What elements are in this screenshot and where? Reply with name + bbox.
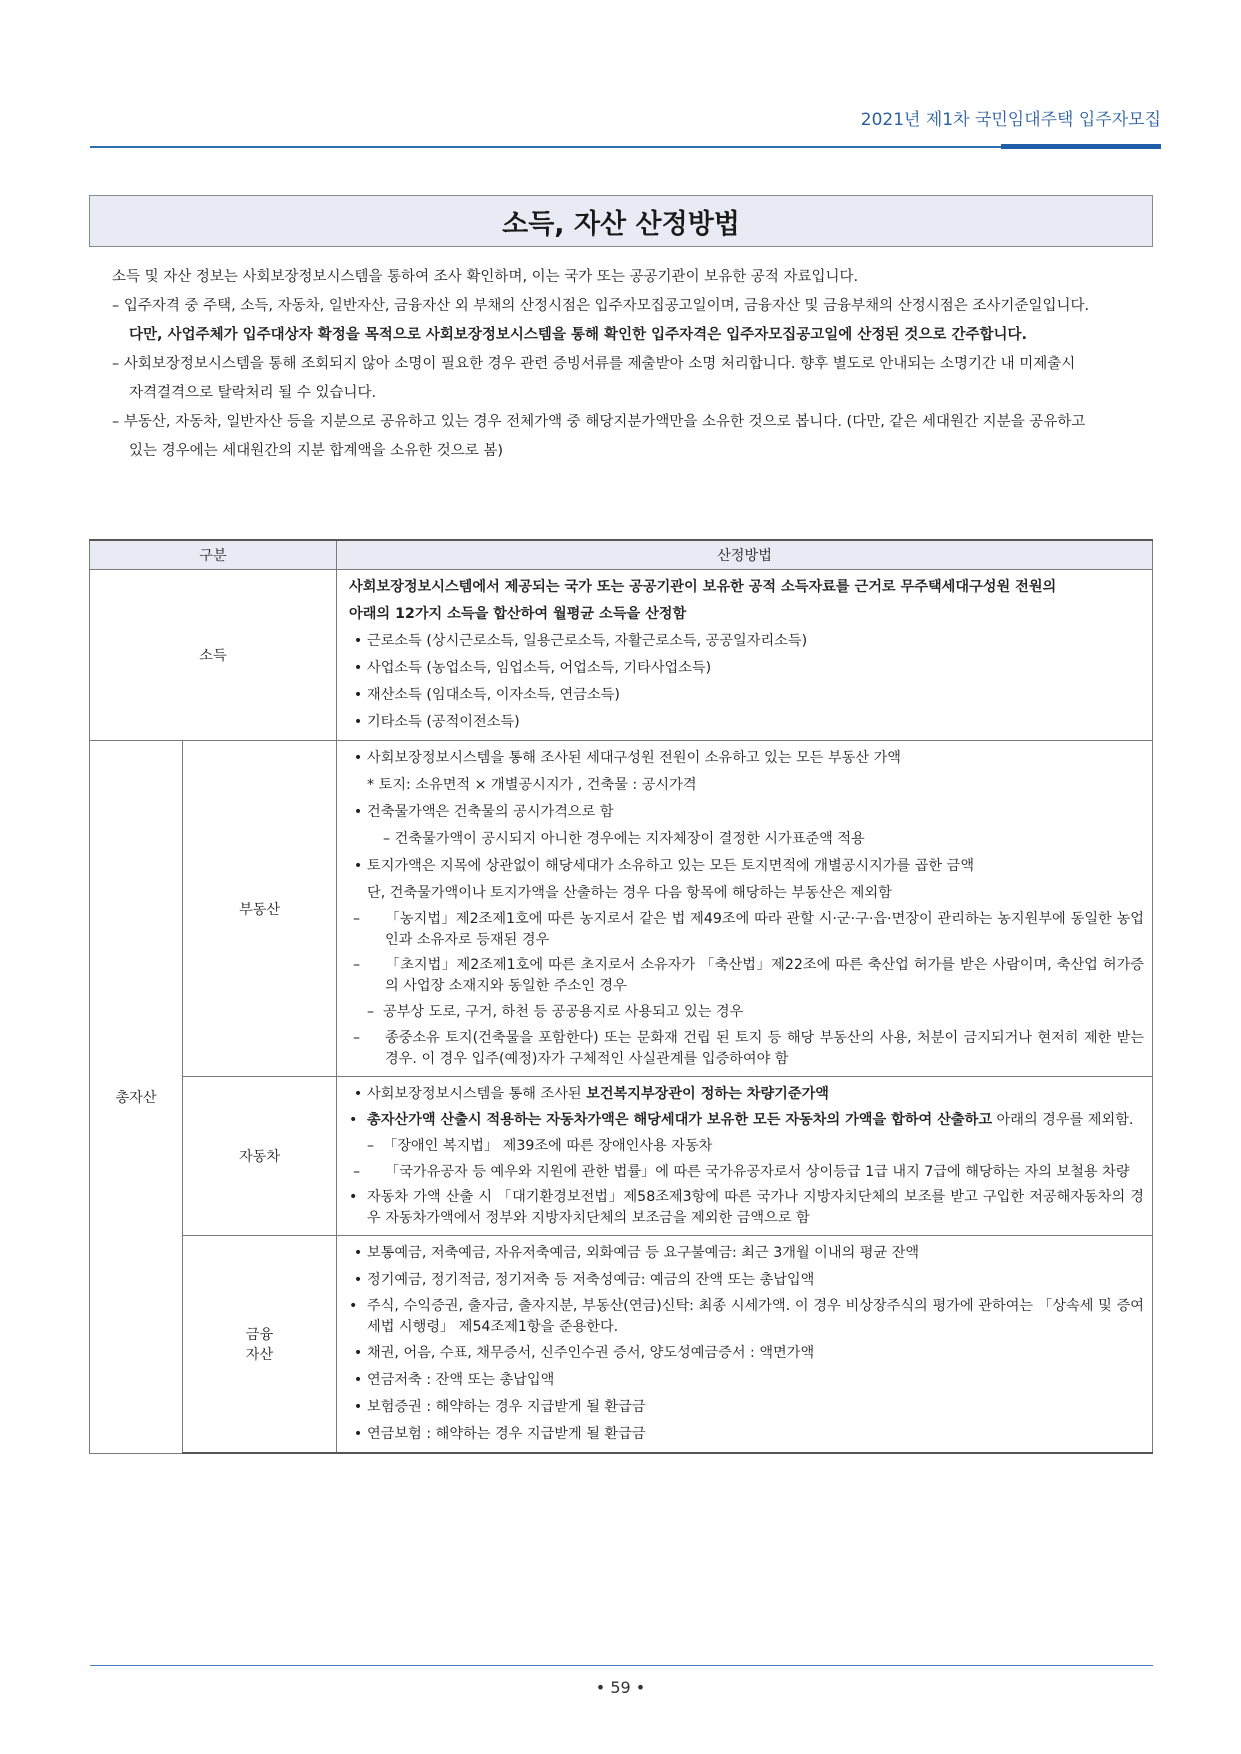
dash-item: – 「장애인 복지법」 제39조에 따른 장애인사용 자동차 [367, 1138, 713, 1154]
table-row-real-estate [90, 741, 1153, 1077]
list-item: • 사회보장정보시스템을 통해 조사된 세대구성원 전원이 소유하고 있는 모든 부동산 가액 [353, 750, 901, 766]
vehicle-label: 자동차 [183, 1077, 337, 1236]
intro-line: 있는 경우에는 세대원간의 지분 합계액을 소유한 것으로 봄) [129, 443, 504, 459]
list-item: • 주식, 수익증권, 출자금, 출자지분, 부동산(연금)신탁: 최종 시세가액. 이 경우 비상장주식의 평가에 관하여는 「상속세 및 증여세법 시행령」 제54조제1항을 준용한다. [349, 1298, 1144, 1335]
footer-divider [90, 1665, 1153, 1666]
real-estate-content [337, 741, 1153, 1077]
list-item: • 정기예금, 정기적금, 정기저축 등 저축성예금: 예금의 잔액 또는 총납입액 [353, 1272, 815, 1288]
intro-line: – 입주자격 중 주택, 소득, 자동차, 일반자산, 금융자산 외 부채의 산정시점은 입주자모집공고일이며, 금융자산 및 금융부채의 산정시점은 조사기준일입니다. [112, 298, 1090, 314]
list-item: • 근로소득 (상시근로소득, 일용근로소득, 자활근로소득, 공공일자리소득) [353, 633, 808, 649]
table-row-income [90, 570, 1153, 741]
intro-line: – 사회보장정보시스템을 통해 조회되지 않아 소명이 필요한 경우 관련 증빙서류를 제출받아 소명 처리합니다. 향후 별도로 안내되는 소명기간 내 미제출시 [112, 356, 1076, 372]
table-row-financial [90, 1236, 1153, 1454]
list-item: • 보험증권 : 해약하는 경우 지급받게 될 환급금 [353, 1399, 646, 1415]
real-estate-label: 부동산 [183, 741, 337, 1077]
table-header-row [90, 540, 1153, 570]
calculation-table [89, 539, 1153, 1454]
note-line: 단, 건축물가액이나 토지가액을 산출하는 경우 다음 항목에 해당하는 부동산은 제외함 [367, 885, 892, 901]
intro-text [112, 263, 1154, 466]
list-item: • 연금저축 : 잔액 또는 총납입액 [353, 1372, 555, 1388]
list-item: • 기타소득 (공적이전소득) [353, 714, 520, 730]
table-row-vehicle [90, 1077, 1153, 1236]
vehicle-content [337, 1077, 1153, 1236]
section-title: 소득, 자산 산정방법 [89, 195, 1153, 247]
header-method: 산정방법 [337, 540, 1153, 570]
note-line: * 토지: 소유면적 × 개별공시지가 , 건축물 : 공시가격 [367, 777, 697, 793]
list-item: • 채권, 어음, 수표, 채무증서, 신주인수권 증서, 양도성예금증서 : 액면가액 [353, 1345, 815, 1361]
page-number: • 59 • [595, 1678, 646, 1697]
intro-line: 소득 및 자산 정보는 사회보장정보시스템을 통하여 조사 확인하며, 이는 국가 또는 공공기관이 보유한 공적 자료입니다. [112, 269, 859, 285]
list-item: • 보통예금, 저축예금, 자유저축예금, 외화예금 등 요구불예금: 최근 3개월 이내의 평균 잔액 [353, 1245, 920, 1261]
list-item: • 자동차 가액 산출 시 「대기환경보전법」제58조제3항에 따른 국가나 지방자치단체의 보조를 받고 구입한 저공해자동차의 경우 자동차가액에서 정부와 지방자치단체의 보조금을 제외한 금액으로 함 [349, 1189, 1144, 1226]
intro-line-bold: 다만, 사업주체가 입주대상자 확정을 목적으로 사회보장정보시스템을 통해 확인한 입주자격은 입주자모집공고일에 산정된 것으로 간주합니다. [129, 327, 1028, 343]
dash-item: – 건축물가액이 공시되지 아니한 경우에는 지자체장이 결정한 시가표준액 적용 [383, 831, 865, 847]
intro-line: 자격결격으로 탈락처리 될 수 있습니다. [129, 385, 377, 401]
dash-item: – 「초지법」제2조제1호에 따른 초지로서 소유자가 「축산법」제22조에 따른 축산업 허가를 받은 사람이며, 축산업 허가증의 사업장 소재지와 동일한 주소인 경우 [353, 957, 1144, 994]
list-item: • 재산소득 (임대소득, 이자소득, 연금소득) [353, 687, 620, 703]
list-item: • 연금보험 : 해약하는 경우 지급받게 될 환급금 [353, 1426, 646, 1442]
financial-content [337, 1236, 1153, 1454]
financial-label: 금융 자산 [183, 1236, 337, 1454]
dash-item: – 공부상 도로, 구거, 하천 등 공공용지로 사용되고 있는 경우 [367, 1004, 744, 1020]
dash-item: – 종중소유 토지(건축물을 포함한다) 또는 문화재 건립 된 토지 등 해당 부동산의 사용, 처분이 금지되거나 현저히 제한 받는 경우. 이 경우 입주(예정)자가 구체적인 사실관계를 입증하여야 함 [353, 1030, 1144, 1067]
list-item: • 건축물가액은 건축물의 공시가격으로 함 [353, 804, 614, 820]
income-bold-line: 사회보장정보시스템에서 제공되는 국가 또는 공공기관이 보유한 공적 소득자료를 근거로 무주택세대구성원 전원의 [349, 579, 1057, 595]
list-item: • 사회보장정보시스템을 통해 조사된 보건복지부장관이 정하는 차량기준가액 [353, 1086, 829, 1102]
dash-item: – 「농지법」제2조제1호에 따른 농지로서 같은 법 제49조에 따라 관할 시·군·구·읍·면장이 관리하는 농지원부에 동일한 농업인과 소유자로 등재된 경우 [353, 911, 1144, 948]
intro-line: – 부동산, 자동차, 일반자산 등을 지분으로 공유하고 있는 경우 전체가액 중 해당지분가액만을 소유한 것으로 봅니다. (다만, 같은 세대원간 지분을 공유하고 [112, 414, 1086, 430]
document-header-title: 2021년 제1차 국민임대주택 입주자모집 [860, 110, 1161, 130]
header-accent-bar [1001, 144, 1161, 149]
list-item: • 토지가액은 지목에 상관없이 해당세대가 소유하고 있는 모든 토지면적에 개별공시지가를 곱한 금액 [353, 858, 975, 874]
income-content [337, 570, 1153, 741]
total-assets-label: 총자산 [90, 741, 183, 1454]
list-item: • 사업소득 (농업소득, 임업소득, 어업소득, 기타사업소득) [353, 660, 712, 676]
list-item: • 총자산가액 산출시 적용하는 자동차가액은 해당세대가 보유한 모든 자동차의 가액을 합하여 산출하고 아래의 경우를 제외함. [349, 1112, 1134, 1128]
header-category: 구분 [90, 540, 337, 570]
income-bold-line: 아래의 12가지 소득을 합산하여 월평균 소득을 산정함 [349, 606, 687, 622]
income-label: 소득 [90, 570, 337, 741]
dash-item: – 「국가유공자 등 예우와 지원에 관한 법률」에 따른 국가유공자로서 상이등급 1급 내지 7급에 해당하는 자의 보철용 차량 [353, 1164, 1130, 1180]
